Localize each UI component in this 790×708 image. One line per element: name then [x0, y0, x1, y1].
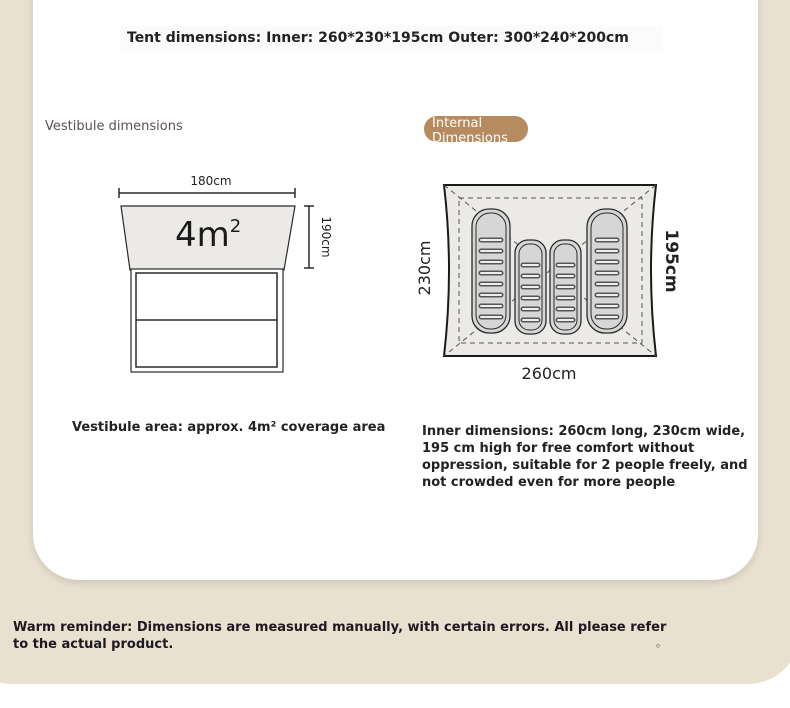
warm-reminder: Warm reminder: Dimensions are measured manually, with certain errors. All please refer to the actual product.: [13, 620, 667, 652]
vestibule-diagram: [119, 174, 333, 372]
sleeping-bag-1: [472, 209, 510, 333]
internal-tag-label: Internal Dimensions: [432, 116, 508, 142]
vestibule-height-dimension: [304, 206, 314, 268]
sleeping-bag-2: [515, 240, 546, 334]
sleeping-bag-4: [587, 209, 627, 333]
vestibule-height-label: 190cm: [319, 216, 333, 258]
internal-diagram: [415, 185, 681, 383]
tent-dimensions-header: Tent dimensions: Inner: 260*230*195cm Outer: 300*240*200cm: [127, 30, 629, 46]
vestibule-width-label: 180cm: [190, 174, 232, 188]
vestibule-area-label: $4m^2$: [175, 215, 242, 255]
internal-width-label: 260cm: [521, 364, 577, 383]
internal-depth-label: 230cm: [415, 240, 434, 296]
sleeping-bag-3: [550, 240, 581, 334]
internal-caption: Inner dimensions: 260cm long, 230cm wide, 195 cm high for free comfort without oppression, suitable for 2 people freely, and not crowded even for more people: [422, 424, 748, 490]
reminder-mark: 。: [656, 636, 667, 649]
vestibule-width-dimension: [119, 188, 295, 198]
internal-height-label: 195cm: [661, 229, 681, 293]
vestibule-tag-label: Vestibule dimensions: [45, 119, 183, 134]
vestibule-caption: Vestibule area: approx. 4m² coverage area: [72, 420, 386, 435]
